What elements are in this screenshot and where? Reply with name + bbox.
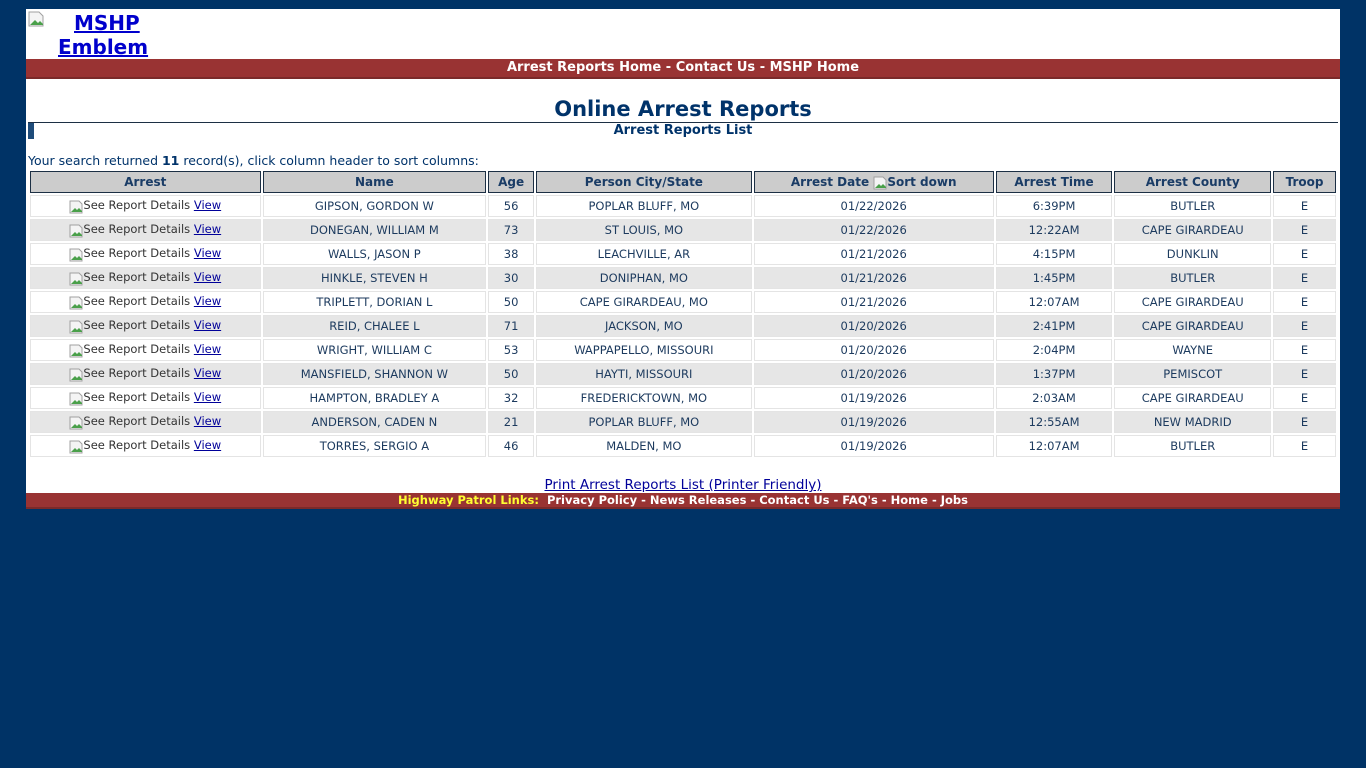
- arrest-county-cell: CAPE GIRARDEAU: [1114, 387, 1271, 409]
- arrest-cell: [30, 243, 261, 265]
- emblem-link[interactable]: [28, 11, 152, 59]
- footer-separator: -: [637, 493, 650, 507]
- column-header-arrest-time[interactable]: [996, 171, 1113, 193]
- footer-news-releases[interactable]: News Releases: [649, 493, 747, 507]
- report-details-image-icon: [69, 200, 83, 214]
- city-state-cell: DONIPHAN, MO: [536, 267, 752, 289]
- view-report-link[interactable]: View: [193, 198, 222, 212]
- name-cell: TORRES, SERGIO A: [263, 435, 487, 457]
- city-state-cell: WAPPAPELLO, MISSOURI: [536, 339, 752, 361]
- age-cell: 32: [488, 387, 534, 409]
- column-header-arrest-county[interactable]: [1114, 171, 1271, 193]
- footer-label: Highway Patrol Links:: [397, 493, 539, 507]
- name-cell: HINKLE, STEVEN H: [263, 267, 487, 289]
- header: [26, 9, 1340, 59]
- column-label: Name: [354, 175, 394, 189]
- table-row: [30, 315, 1336, 337]
- age-cell: 38: [488, 243, 534, 265]
- arrest-time-cell: 12:07AM: [996, 291, 1113, 313]
- troop-cell: E: [1273, 243, 1336, 265]
- table-row: [30, 411, 1336, 433]
- arrest-date-cell: 01/20/2026: [754, 315, 994, 337]
- view-report-link[interactable]: View: [193, 414, 222, 428]
- arrest-time-cell: 6:39PM: [996, 195, 1113, 217]
- column-label: Arrest Time: [1014, 175, 1094, 189]
- troop-cell: E: [1273, 291, 1336, 313]
- view-report-link[interactable]: View: [193, 342, 222, 356]
- age-cell: 46: [488, 435, 534, 457]
- view-report-link[interactable]: View: [193, 270, 222, 284]
- footer-separator: -: [829, 493, 843, 507]
- arrest-date-cell: 01/20/2026: [754, 339, 994, 361]
- age-cell: 53: [488, 339, 534, 361]
- report-details-image-icon: [69, 296, 83, 310]
- arrest-time-cell: 12:22AM: [996, 219, 1113, 241]
- arrest-time-cell: 1:45PM: [996, 267, 1113, 289]
- table-body: [30, 195, 1336, 457]
- arrest-time-cell: 12:55AM: [996, 411, 1113, 433]
- footer-separator: -: [927, 493, 941, 507]
- arrest-cell: [30, 435, 261, 457]
- arrest-reports-table: [28, 169, 1338, 459]
- mshp-emblem-link[interactable]: [28, 11, 152, 59]
- arrest-date-cell: 01/21/2026: [754, 243, 994, 265]
- city-state-cell: FREDERICKTOWN, MO: [536, 387, 752, 409]
- top-nav: [26, 59, 1340, 79]
- name-cell: TRIPLETT, DORIAN L: [263, 291, 487, 313]
- arrest-county-cell: BUTLER: [1114, 195, 1271, 217]
- table-row: [30, 219, 1336, 241]
- arrest-cell: [30, 387, 261, 409]
- print-area: [26, 477, 1340, 493]
- table-row: [30, 387, 1336, 409]
- footer-separator: -: [877, 493, 891, 507]
- footer-privacy-policy[interactable]: Privacy Policy: [546, 493, 638, 507]
- report-details-alt: See Report Details: [83, 246, 191, 260]
- table-header-row: [30, 171, 1336, 193]
- table-row: [30, 243, 1336, 265]
- subtitle-accent-bar: [28, 123, 34, 139]
- nav-separator: -: [661, 60, 676, 75]
- column-header-arrest-date[interactable]: [754, 171, 994, 193]
- page-title: Online Arrest Reports: [554, 97, 812, 121]
- arrest-time-cell: 2:03AM: [996, 387, 1113, 409]
- arrest-date-cell: 01/22/2026: [754, 219, 994, 241]
- table-row: [30, 195, 1336, 217]
- column-label: Age: [498, 175, 525, 189]
- name-cell: DONEGAN, WILLIAM M: [263, 219, 487, 241]
- arrest-county-cell: CAPE GIRARDEAU: [1114, 315, 1271, 337]
- emblem-alt-line1: MSHP: [74, 11, 140, 35]
- report-details-alt: See Report Details: [83, 414, 191, 428]
- city-state-cell: ST LOUIS, MO: [536, 219, 752, 241]
- arrest-county-cell: CAPE GIRARDEAU: [1114, 291, 1271, 313]
- name-cell: MANSFIELD, SHANNON W: [263, 363, 487, 385]
- view-report-link[interactable]: View: [193, 294, 222, 308]
- print-friendly-link[interactable]: Print Arrest Reports List (Printer Friendly): [544, 477, 822, 493]
- age-cell: 71: [488, 315, 534, 337]
- report-details-image-icon: [69, 440, 83, 454]
- title-area: [26, 79, 1340, 121]
- name-cell: REID, CHALEE L: [263, 315, 487, 337]
- report-details-image-icon: [69, 272, 83, 286]
- result-suffix: record(s), click column header to sort columns:: [179, 153, 479, 168]
- arrest-time-cell: 4:15PM: [996, 243, 1113, 265]
- city-state-cell: POPLAR BLUFF, MO: [536, 411, 752, 433]
- broken-image-icon: [28, 11, 44, 27]
- report-details-alt: See Report Details: [83, 222, 191, 236]
- arrest-date-cell: 01/21/2026: [754, 267, 994, 289]
- age-cell: 50: [488, 363, 534, 385]
- column-header-city-state[interactable]: [536, 171, 752, 193]
- result-prefix: Your search returned: [28, 153, 162, 168]
- troop-cell: E: [1273, 315, 1336, 337]
- arrest-date-cell: 01/20/2026: [754, 363, 994, 385]
- footer-links-bar: [26, 493, 1340, 509]
- table-row: [30, 267, 1336, 289]
- nav-contact-us[interactable]: Contact Us: [675, 60, 756, 75]
- name-cell: ANDERSON, CADEN N: [263, 411, 487, 433]
- arrest-county-cell: PEMISCOT: [1114, 363, 1271, 385]
- result-count: 11: [161, 153, 180, 168]
- arrest-county-cell: BUTLER: [1114, 267, 1271, 289]
- view-report-link[interactable]: View: [193, 366, 222, 380]
- arrest-date-cell: 01/22/2026: [754, 195, 994, 217]
- footer-jobs[interactable]: Jobs: [940, 493, 969, 507]
- view-report-link[interactable]: View: [193, 390, 222, 404]
- view-report-link[interactable]: View: [193, 438, 222, 452]
- nav-separator: -: [755, 60, 770, 75]
- arrest-cell: [30, 411, 261, 433]
- report-details-image-icon: [69, 320, 83, 334]
- arrest-time-cell: 2:04PM: [996, 339, 1113, 361]
- name-cell: HAMPTON, BRADLEY A: [263, 387, 487, 409]
- footer-contact-us[interactable]: Contact Us: [759, 493, 830, 507]
- report-details-image-icon: [69, 368, 83, 382]
- arrest-cell: [30, 315, 261, 337]
- name-cell: GIPSON, GORDON W: [263, 195, 487, 217]
- view-report-link[interactable]: View: [193, 318, 222, 332]
- column-label: Arrest: [124, 175, 167, 189]
- arrest-county-cell: WAYNE: [1114, 339, 1271, 361]
- arrest-cell: [30, 339, 261, 361]
- city-state-cell: MALDEN, MO: [536, 435, 752, 457]
- view-report-link[interactable]: View: [193, 222, 222, 236]
- report-details-alt: See Report Details: [83, 342, 191, 356]
- sort-indicator-alt: Sort down: [887, 174, 957, 189]
- arrest-county-cell: CAPE GIRARDEAU: [1114, 219, 1271, 241]
- column-label: Troop: [1285, 175, 1324, 189]
- report-details-alt: See Report Details: [83, 270, 191, 284]
- column-header-troop[interactable]: [1273, 171, 1336, 193]
- arrest-date-cell: 01/21/2026: [754, 291, 994, 313]
- emblem-alt-line2: Emblem: [58, 35, 149, 59]
- column-label: Person City/State: [584, 175, 703, 189]
- arrest-time-cell: 2:41PM: [996, 315, 1113, 337]
- report-details-alt: See Report Details: [83, 390, 191, 404]
- report-details-alt: See Report Details: [83, 294, 191, 308]
- age-cell: 56: [488, 195, 534, 217]
- age-cell: 30: [488, 267, 534, 289]
- column-header-age[interactable]: [488, 171, 534, 193]
- arrest-date-cell: 01/19/2026: [754, 411, 994, 433]
- troop-cell: E: [1273, 195, 1336, 217]
- troop-cell: E: [1273, 435, 1336, 457]
- age-cell: 73: [488, 219, 534, 241]
- troop-cell: E: [1273, 339, 1336, 361]
- troop-cell: E: [1273, 267, 1336, 289]
- arrest-county-cell: BUTLER: [1114, 435, 1271, 457]
- city-state-cell: CAPE GIRARDEAU, MO: [536, 291, 752, 313]
- arrest-county-cell: NEW MADRID: [1114, 411, 1271, 433]
- city-state-cell: POPLAR BLUFF, MO: [536, 195, 752, 217]
- arrest-cell: [30, 219, 261, 241]
- report-details-image-icon: [69, 416, 83, 430]
- subtitle-row: [26, 123, 1340, 139]
- table-row: [30, 291, 1336, 313]
- nav-arrest-reports-home[interactable]: Arrest Reports Home: [506, 60, 662, 75]
- name-cell: WALLS, JASON P: [263, 243, 487, 265]
- city-state-cell: JACKSON, MO: [536, 315, 752, 337]
- table-row: [30, 363, 1336, 385]
- sort-down-icon: [873, 176, 887, 190]
- city-state-cell: HAYTI, MISSOURI: [536, 363, 752, 385]
- report-details-image-icon: [69, 224, 83, 238]
- footer-faqs[interactable]: FAQ's: [842, 493, 878, 507]
- report-details-alt: See Report Details: [83, 198, 191, 212]
- arrest-time-cell: 12:07AM: [996, 435, 1113, 457]
- arrest-cell: [30, 291, 261, 313]
- troop-cell: E: [1273, 363, 1336, 385]
- result-message: [28, 153, 1340, 169]
- column-label: Arrest County: [1145, 175, 1240, 189]
- arrest-county-cell: DUNKLIN: [1114, 243, 1271, 265]
- troop-cell: E: [1273, 219, 1336, 241]
- report-details-image-icon: [69, 392, 83, 406]
- nav-mshp-home[interactable]: MSHP Home: [769, 60, 860, 75]
- table-row: [30, 435, 1336, 457]
- footer-separator: -: [746, 493, 760, 507]
- page-subtitle: Arrest Reports List: [613, 123, 753, 138]
- report-details-image-icon: [69, 248, 83, 262]
- column-header-arrest[interactable]: [30, 171, 261, 193]
- arrest-cell: [30, 363, 261, 385]
- arrest-cell: [30, 195, 261, 217]
- city-state-cell: LEACHVILLE, AR: [536, 243, 752, 265]
- report-details-image-icon: [69, 344, 83, 358]
- report-details-alt: See Report Details: [83, 438, 191, 452]
- age-cell: 21: [488, 411, 534, 433]
- arrest-date-cell: 01/19/2026: [754, 387, 994, 409]
- page-container: [26, 9, 1340, 509]
- troop-cell: E: [1273, 387, 1336, 409]
- column-label: Arrest Date: [790, 174, 870, 189]
- age-cell: 50: [488, 291, 534, 313]
- report-details-alt: See Report Details: [83, 366, 191, 380]
- column-header-name[interactable]: [263, 171, 487, 193]
- view-report-link[interactable]: View: [193, 246, 222, 260]
- arrest-cell: [30, 267, 261, 289]
- arrest-time-cell: 1:37PM: [996, 363, 1113, 385]
- table-row: [30, 339, 1336, 361]
- footer-home[interactable]: Home: [890, 493, 928, 507]
- name-cell: WRIGHT, WILLIAM C: [263, 339, 487, 361]
- troop-cell: E: [1273, 411, 1336, 433]
- arrest-date-cell: 01/19/2026: [754, 435, 994, 457]
- report-details-alt: See Report Details: [83, 318, 191, 332]
